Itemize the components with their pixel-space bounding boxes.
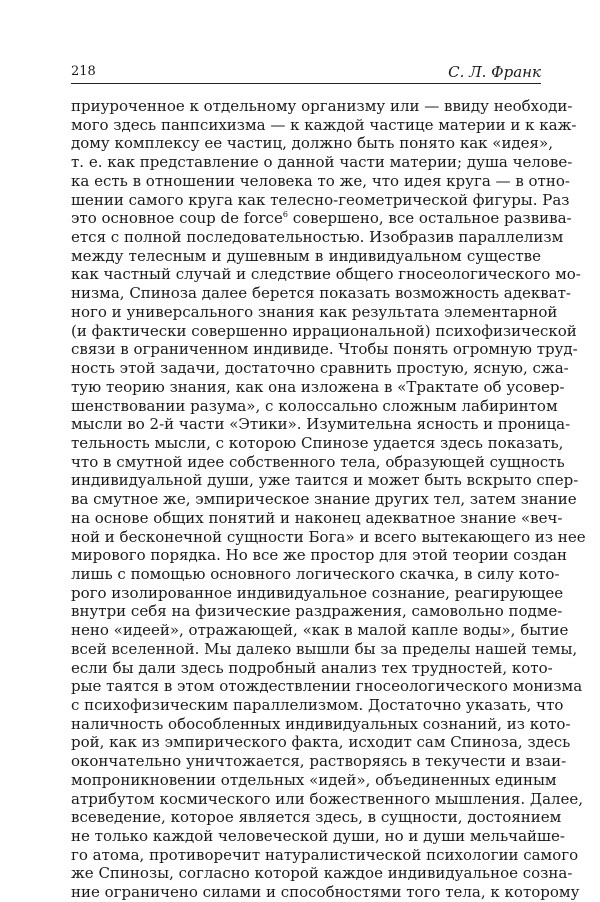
page-number: 218 bbox=[71, 64, 96, 79]
text-line: связи в ограниченном индивиде. Чтобы понять огромную труд- bbox=[71, 340, 578, 359]
text-line: мысли во 2-й части «Этики». Изумительна ясность и проница- bbox=[71, 415, 571, 434]
text-line: мирового порядка. Но все же простор для этой теории создан bbox=[71, 546, 568, 565]
text-line: если бы дали здесь подробный анализ тех трудностей, кото- bbox=[71, 658, 553, 677]
text-line: лишь с помощью основного логического скачка, в силу кото- bbox=[71, 564, 560, 583]
text-line: тую теорию знания, как она изложена в «Трактате об усовер- bbox=[71, 377, 565, 396]
text-line: не только каждой человеческой души, но и души мельчайше- bbox=[71, 827, 565, 846]
text-line: тельность мысли, с которою Спинозе удается здесь показать, bbox=[71, 433, 564, 452]
text-line: же Спинозы, согласно которой каждое индивидуальное созна- bbox=[71, 864, 573, 883]
text-line: приуроченное к отдельному организму или — ввиду необходи- bbox=[71, 97, 573, 115]
text-line: что в смутной идее собственного тела, образующей сущность bbox=[71, 452, 565, 471]
text-line: рого изолированное индивидуальное сознание, реагирующее bbox=[71, 583, 564, 602]
text-line: мого здесь панпсихизма — к каждой частице материи и к каж- bbox=[71, 115, 577, 134]
text-line: между телесным и душевным в индивидуальном существе bbox=[71, 246, 541, 265]
text-line: дому комплексу ее частиц, должно быть понято как «идея», bbox=[71, 134, 553, 153]
text-line: всеведение, которое является здесь, в сущности, достоянием bbox=[71, 808, 562, 827]
text-line: шенствовании разума», с колоссально сложным лабиринтом bbox=[71, 396, 558, 415]
text-line: мопроникновении отдельных «идей», объединенных единым bbox=[71, 770, 557, 789]
text-line: наличность обособленных индивидуальных сознаний, из кото- bbox=[71, 714, 571, 733]
page-header bbox=[71, 63, 541, 84]
text-line: го атома, противоречит натуралистической психологии самого bbox=[71, 845, 579, 864]
text-segment: совершено, все остальное развива- bbox=[287, 209, 572, 228]
text-line: шении самого круга как телесно-геометрической фигуры. Раз bbox=[71, 190, 570, 209]
text-line: всей вселенной. Мы далеко вышли бы за пределы нашей темы, bbox=[71, 639, 578, 658]
text-line: ность этой задачи, достаточно сравнить простую, ясную, сжа- bbox=[71, 359, 569, 378]
text-line: ной и бесконечной сущности Бога» и всего вытекающего из нее bbox=[71, 527, 586, 546]
text-line-with-footnote bbox=[71, 209, 572, 228]
text-line: как частный случай и следствие общего гносеологического мо- bbox=[71, 265, 581, 284]
text-line: ется с полной последовательностью. Изобразив параллелизм bbox=[71, 228, 564, 247]
text-line: т. е. как представление о данной части материи; душа челове- bbox=[71, 153, 573, 172]
text-segment: это основное coup de force bbox=[71, 209, 283, 228]
text-line: с психофизическим параллелизмом. Достаточно указать, что bbox=[71, 696, 564, 714]
text-line: индивидуальной души, уже таится и может быть вскрыто спер- bbox=[71, 471, 579, 490]
text-line: ного и универсального знания как результата элементарной bbox=[71, 302, 558, 321]
text-line: окончательно уничтожается, растворяясь в текучести и взаи- bbox=[71, 752, 567, 771]
footnote-marker[interactable]: 6 bbox=[282, 210, 288, 220]
text-line: атрибутом космического или божественного мышления. Далее, bbox=[71, 789, 584, 808]
text-line: внутри себя на физические раздражения, самовольно подме- bbox=[71, 602, 563, 621]
body-text bbox=[71, 97, 586, 902]
text-line: (и фактически совершенно иррациональной) психофизической bbox=[71, 321, 577, 340]
text-line: ка есть в отношении человека то же, что идея круга — в отно- bbox=[71, 171, 570, 190]
text-line: ние ограничено силами и способностями того тела, к которому bbox=[71, 883, 580, 902]
text-line: ва смутное же, эмпирическое знание других тел, затем знание bbox=[71, 490, 577, 509]
text-line: рые таятся в этом отождествлении гносеологического монизма bbox=[71, 677, 583, 696]
running-head-author: С. Л. Франк bbox=[448, 63, 541, 81]
text-line: рой, как из эмпирического факта, исходит сам Спиноза, здесь bbox=[71, 733, 571, 752]
text-line: нено «идеей», отражающей, «как в малой капле воды», бытие bbox=[71, 621, 569, 640]
text-line: на основе общих понятий и наконец адекватное знание «веч- bbox=[71, 508, 563, 527]
text-line: низма, Спиноза далее берется показать возможность адекват- bbox=[71, 284, 571, 303]
